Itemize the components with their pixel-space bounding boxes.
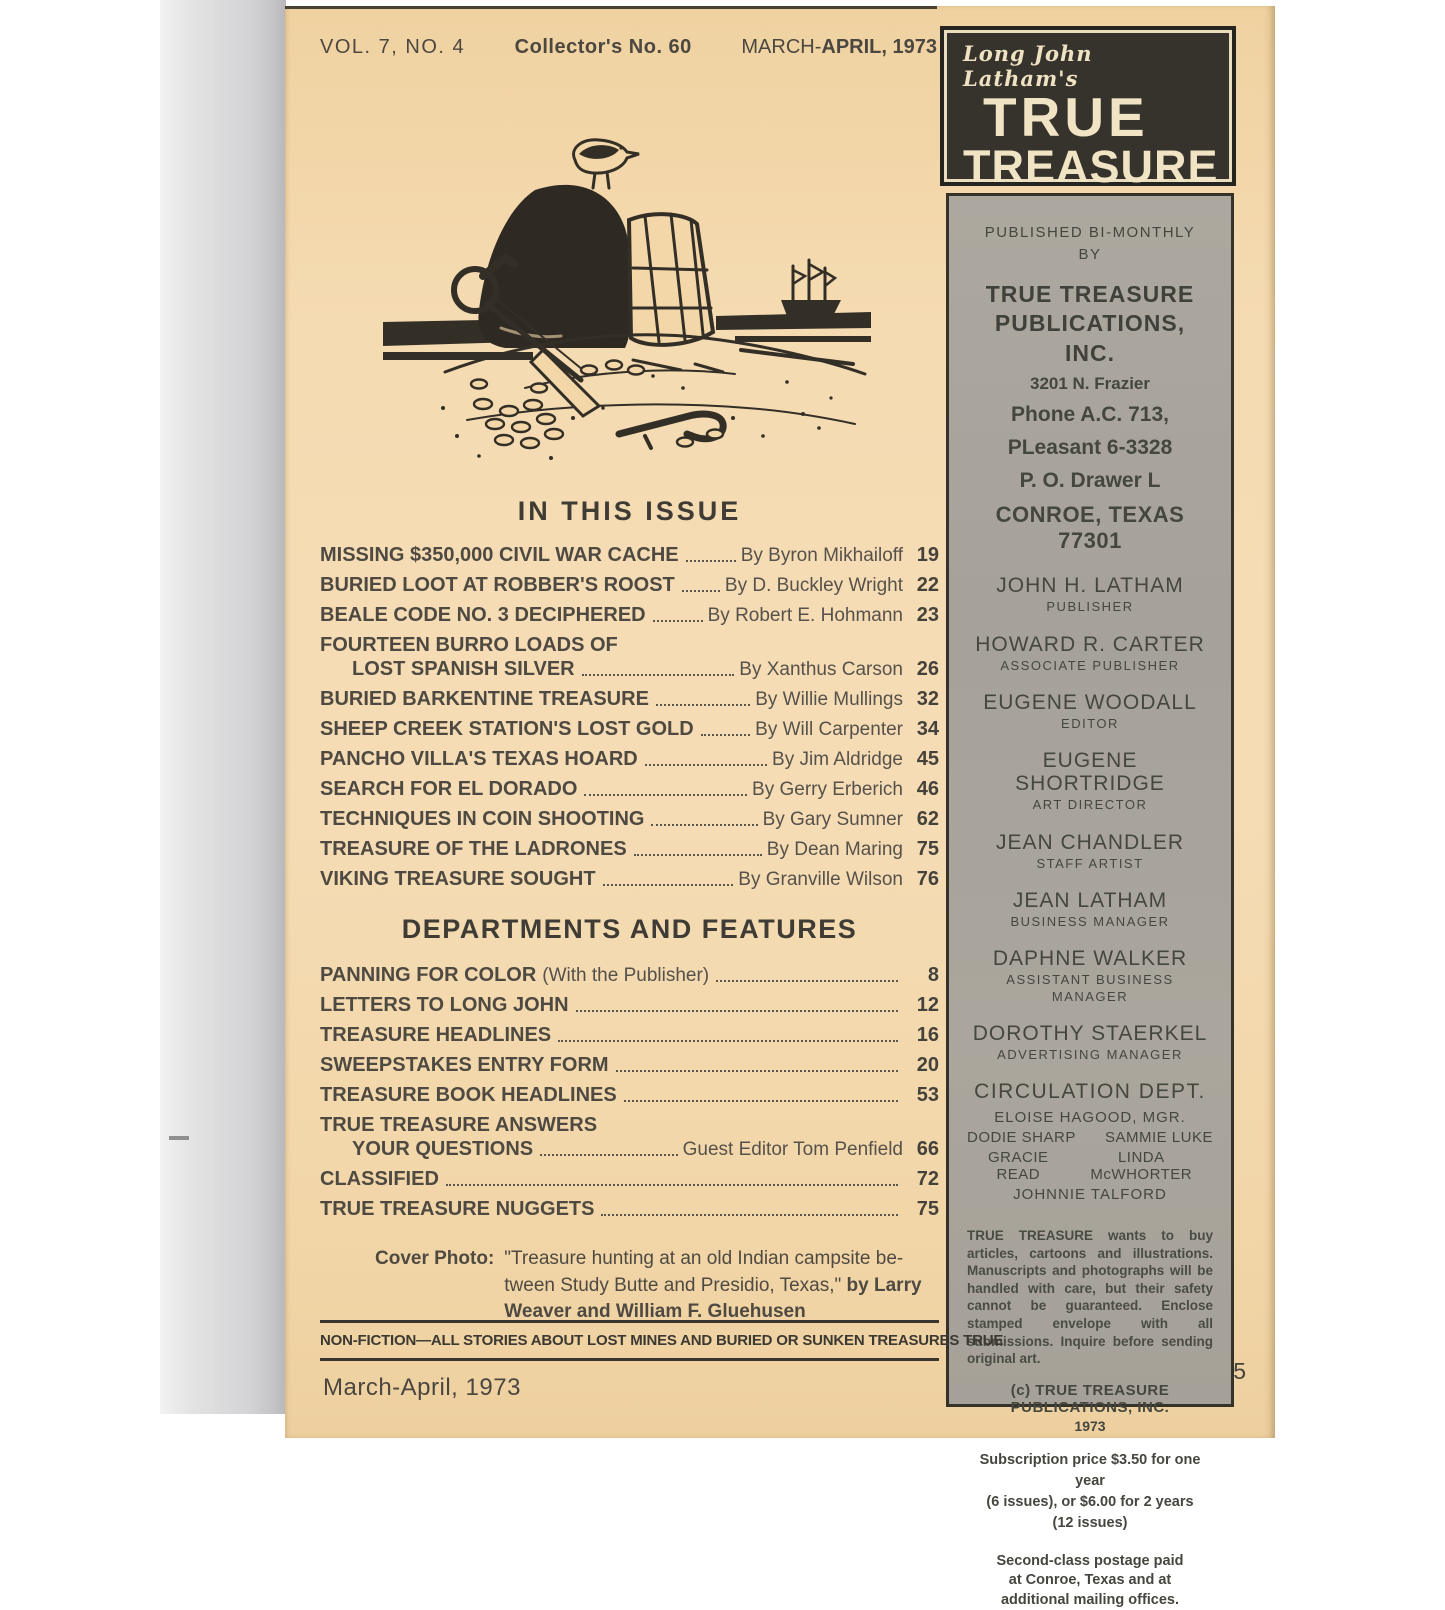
circulation-manager: ELOISE HAGOOD, MGR.	[994, 1109, 1186, 1127]
treasure-beach-illustration	[383, 118, 871, 486]
article-title: SHEEP CREEK STATION'S LOST GOLD	[320, 718, 694, 740]
staff-name: DOROTHY STAERKEL	[972, 1021, 1208, 1045]
article-author: By Robert E. Hohmann	[707, 605, 903, 627]
copyright-year: 1973	[1074, 1417, 1106, 1434]
article-title: VIKING TREASURE SOUGHT	[320, 868, 596, 890]
departments-section	[320, 914, 939, 1228]
toc-list	[320, 544, 939, 891]
department-page: 72	[916, 1168, 939, 1190]
toc-row	[320, 604, 939, 627]
published-line: PUBLISHED BI-MONTHLY	[984, 224, 1196, 241]
department-title-line2: YOUR QUESTIONS	[352, 1138, 534, 1160]
staff-name: JEAN LATHAM	[1012, 888, 1168, 912]
article-page: 23	[916, 604, 939, 626]
dot-leader	[446, 1184, 898, 1186]
dot-leader	[686, 560, 736, 562]
postage-info	[967, 1552, 1213, 1610]
published-by: BY	[1078, 245, 1102, 263]
subscription-info	[967, 1450, 1213, 1534]
masthead-panel	[946, 193, 1234, 1608]
postage-line: additional mailing offices.	[1000, 1591, 1180, 1608]
article-page: 76	[916, 868, 939, 890]
toc-section	[320, 496, 939, 898]
article-title: TECHNIQUES IN COIN SHOOTING	[320, 808, 645, 830]
dot-leader	[653, 620, 703, 622]
article-author: By Byron Mikhailoff	[740, 545, 903, 567]
toc-row	[320, 808, 939, 831]
department-row	[320, 1084, 939, 1107]
department-row	[320, 1168, 939, 1191]
article-author: By Granville Wilson	[738, 869, 903, 891]
article-author: By Willie Mullings	[755, 689, 903, 711]
phone-line-1: Phone A.C. 713,	[1011, 403, 1169, 427]
issue-month: MARCH-	[741, 36, 822, 58]
logo-word-true: TRUE	[983, 86, 1149, 148]
circulation-name: LINDA McWHORTER	[1090, 1149, 1193, 1184]
toc-row	[320, 868, 939, 891]
postage-line: at Conroe, Texas and at	[1008, 1572, 1172, 1589]
footer-issue-date: March-April, 1973	[323, 1374, 521, 1401]
dot-leader	[558, 1040, 898, 1042]
staff-name: HOWARD R. CARTER	[975, 632, 1205, 656]
department-page: 12	[916, 994, 939, 1016]
cover-photo-label: Cover Photo:	[375, 1248, 495, 1269]
subscription-line: (12 issues)	[1052, 1514, 1128, 1531]
toc-row	[320, 748, 939, 771]
page-number: 5	[1233, 1358, 1246, 1384]
department-page: 8	[927, 964, 939, 986]
dot-leader	[582, 674, 735, 676]
dot-leader	[656, 704, 750, 706]
article-author: By D. Buckley Wright	[724, 575, 903, 597]
department-title: PANNING FOR COLOR	[320, 964, 537, 986]
staff-role: ART DIRECTOR	[1032, 797, 1148, 813]
submissions-notice: TRUE TREASURE wants to buy articles, cartoons and illustrations. Manuscripts and photographs will be handled with care, but their safety cannot be guaranteed. Enclose stamped envelope with all submissions. Inquire before sending original art.	[967, 1228, 1213, 1367]
published-bimonthly	[967, 222, 1213, 266]
dot-leader	[576, 1010, 898, 1012]
article-title: PANCHO VILLA'S TEXAS HOARD	[320, 748, 638, 770]
postage-line: Second-class postage paid	[996, 1552, 1184, 1569]
department-row-two-line	[320, 1114, 939, 1161]
department-title: TRUE TREASURE NUGGETS	[320, 1198, 595, 1220]
issue-date	[741, 36, 937, 59]
dot-leader	[651, 824, 757, 826]
article-title: BURIED BARKENTINE TREASURE	[320, 688, 649, 710]
staff-role: PUBLISHER	[1046, 599, 1134, 615]
department-title-line1: TRUE TREASURE ANSWERS	[320, 1114, 598, 1136]
article-page: 26	[916, 658, 939, 680]
article-author: By Xanthus Carson	[739, 659, 903, 681]
department-title: TREASURE HEADLINES	[320, 1024, 552, 1046]
departments-heading: DEPARTMENTS AND FEATURES	[401, 914, 858, 944]
department-row	[320, 1198, 939, 1221]
department-title: LETTERS TO LONG JOHN	[320, 994, 569, 1016]
staff-role: EDITOR	[1061, 715, 1119, 731]
page-spine-shadow	[160, 0, 286, 1414]
departments-list	[320, 964, 939, 1221]
dot-leader	[540, 1154, 677, 1156]
nonfiction-banner	[320, 1320, 1004, 1361]
dot-leader	[603, 884, 734, 886]
po-drawer: P. O. Drawer L	[1019, 469, 1161, 493]
logo-word-treasure: TREASURE	[963, 141, 1219, 193]
circulation-name: SAMMIE LUKE	[1104, 1129, 1213, 1147]
article-author: By Gary Sumner	[762, 809, 903, 831]
article-page: 32	[916, 688, 939, 710]
department-page: 66	[916, 1138, 939, 1160]
department-title: TREASURE BOOK HEADLINES	[320, 1084, 617, 1106]
subscription-line: (6 issues), or $6.00 for 2 years	[986, 1493, 1194, 1510]
circulation-row	[967, 1149, 1213, 1183]
article-page: 22	[916, 574, 939, 596]
phone-line-2: PLeasant 6-3328	[1007, 436, 1173, 460]
staff-role: ASSISTANT BUSINESS MANAGER	[1006, 972, 1174, 1004]
dot-leader	[701, 734, 750, 736]
article-title-line2: LOST SPANISH SILVER	[352, 658, 575, 680]
article-author: By Will Carpenter	[755, 719, 903, 741]
subscription-line: Subscription price $3.50 for one year	[979, 1451, 1201, 1489]
circulation-title: CIRCULATION DEPT.	[974, 1080, 1206, 1104]
circulation-name: DODIE SHARP	[967, 1129, 1076, 1147]
department-title: SWEEPSTAKES ENTRY FORM	[320, 1054, 609, 1076]
department-row	[320, 964, 939, 987]
staff-name: JOHN H. LATHAM	[996, 574, 1184, 598]
scan-speck	[169, 1136, 189, 1140]
toc-row	[320, 778, 939, 801]
article-title: SEARCH FOR EL DORADO	[320, 778, 578, 800]
article-page: 75	[916, 838, 939, 860]
department-row	[320, 1054, 939, 1077]
caption-line: tween Study Butte and Presidio, Texas,"	[504, 1274, 847, 1296]
toc-row	[320, 718, 939, 741]
publisher-company	[967, 280, 1213, 370]
article-author: By Dean Maring	[766, 839, 903, 861]
dot-leader	[616, 1070, 898, 1072]
dot-leader	[624, 1100, 898, 1102]
street-address: 3201 N. Frazier	[1029, 374, 1150, 394]
dot-leader	[716, 980, 898, 982]
article-author: By Jim Aldridge	[772, 749, 903, 771]
staff-role: STAFF ARTIST	[1036, 855, 1144, 871]
magazine-logo-inner	[947, 33, 1229, 193]
department-row	[320, 1138, 939, 1161]
dot-leader	[584, 794, 747, 796]
collector-number: Collector's No. 60	[514, 36, 692, 58]
toc-row	[320, 658, 939, 681]
article-title: BURIED LOOT AT ROBBER'S ROOST	[320, 574, 675, 596]
circulation-name: JOHNNIE TALFORD	[1013, 1186, 1167, 1204]
staff-name: DAPHNE WALKER	[992, 947, 1188, 971]
toc-row	[320, 544, 939, 567]
magazine-logo	[940, 26, 1236, 193]
staff-role: BUSINESS MANAGER	[1010, 914, 1170, 930]
department-page: 75	[916, 1198, 939, 1220]
department-title: CLASSIFIED	[320, 1168, 439, 1190]
department-author: Guest Editor Tom Penfield	[682, 1139, 903, 1161]
department-row	[320, 994, 939, 1017]
article-page: 19	[916, 544, 939, 566]
nonfiction-banner-text: NON-FICTION—ALL STORIES ABOUT LOST MINES AND BURIED OR SUNKEN TREASURES TRUE	[320, 1332, 1004, 1349]
staff-name: EUGENE WOODALL	[983, 690, 1197, 714]
department-page: 53	[916, 1084, 939, 1106]
article-page: 62	[916, 808, 939, 830]
circulation-row	[967, 1129, 1213, 1146]
cover-photo-caption	[375, 1246, 927, 1326]
staff-role: ASSOCIATE PUBLISHER	[1000, 657, 1180, 673]
article-title: MISSING $350,000 CIVIL WAR CACHE	[320, 544, 679, 566]
article-title: BEALE CODE NO. 3 DECIPHERED	[320, 604, 646, 626]
department-page: 16	[916, 1024, 939, 1046]
department-note: (With the Publisher)	[542, 965, 710, 986]
copyright-line: (c) TRUE TREASURE PUBLICATIONS, INC.	[1010, 1381, 1170, 1416]
issue-month-year: APRIL, 1973	[821, 36, 937, 58]
staff-role: ADVERTISING MANAGER	[997, 1047, 1183, 1063]
circulation-name: GRACIE READ	[988, 1149, 1049, 1184]
caption-line: "Treasure hunting at an old Indian campsite be-	[504, 1248, 904, 1269]
toc-heading: IN THIS ISSUE	[517, 496, 742, 526]
magazine-page	[285, 6, 1275, 1608]
dot-leader	[682, 590, 720, 592]
caption-byline: by Larry	[846, 1274, 922, 1296]
dot-leader	[645, 764, 767, 766]
staff-name: JEAN CHANDLER	[995, 830, 1185, 854]
masthead-row	[320, 36, 937, 59]
logo-script-line: Long John Latham's	[963, 41, 1093, 91]
cover-photo-text	[504, 1246, 921, 1326]
volume-number: VOL. 7, NO. 4	[320, 36, 466, 58]
toc-row	[320, 688, 939, 711]
page-top-edge	[285, 6, 937, 9]
article-page: 34	[916, 718, 939, 740]
dot-leader	[634, 854, 762, 856]
dot-leader	[601, 1214, 898, 1216]
toc-row	[320, 838, 939, 861]
toc-row-two-line	[320, 634, 939, 681]
article-title-line1: FOURTEEN BURRO LOADS OF	[320, 634, 618, 656]
company-line-1: TRUE TREASURE	[985, 280, 1195, 307]
department-row	[320, 1024, 939, 1047]
staff-name: EUGENE SHORTRIDGE	[1015, 749, 1165, 796]
staff-list	[967, 574, 1213, 1063]
toc-row	[320, 574, 939, 597]
article-author: By Gerry Erberich	[752, 779, 903, 801]
article-page: 46	[916, 778, 939, 800]
caption-byline: Weaver and William F. Gluehusen	[504, 1301, 806, 1323]
article-title: TREASURE OF THE LADRONES	[320, 838, 627, 860]
company-line-2: PUBLICATIONS, INC.	[994, 310, 1186, 367]
city-state-zip: CONROE, TEXAS 77301	[995, 502, 1185, 554]
department-page: 20	[916, 1054, 939, 1076]
article-page: 45	[916, 748, 939, 770]
